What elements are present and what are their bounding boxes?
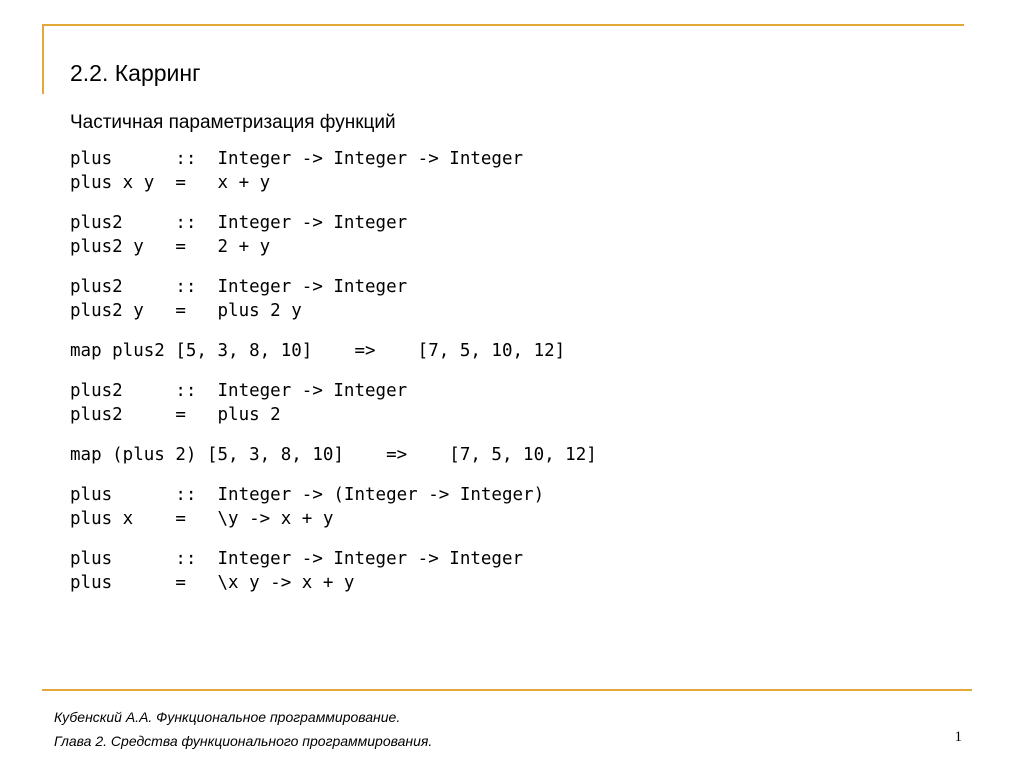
footer-rule: [42, 689, 972, 691]
slide-frame-top-rule: [42, 24, 964, 26]
code-line: plus2 :: Integer -> Integer: [70, 213, 408, 233]
code-block: [70, 547, 597, 595]
code-block: [70, 211, 597, 259]
code-block: [70, 379, 597, 427]
code-block: [70, 443, 597, 467]
code-block: [70, 339, 597, 363]
code-line: plus = \x y -> x + y: [70, 573, 355, 593]
code-line: plus x y = x + y: [70, 173, 271, 193]
slide-title: 2.2. Карринг: [70, 60, 201, 86]
code-line: map (plus 2) [5, 3, 8, 10] => [7, 5, 10, 12]: [70, 445, 597, 465]
footer-chapter: Глава 2. Средства функционального программирования.: [54, 733, 433, 749]
slide-subtitle: Частичная параметризация функций: [70, 112, 396, 133]
code-line: plus2 y = plus 2 y: [70, 301, 302, 321]
code-line: plus2 = plus 2: [70, 405, 281, 425]
code-line: plus x = \y -> x + y: [70, 509, 334, 529]
code-block: [70, 275, 597, 323]
slide-frame-left-rule: [42, 24, 44, 94]
code-line: plus :: Integer -> Integer -> Integer: [70, 549, 524, 569]
footer-author: Кубенский А.А. Функциональное программирование.: [54, 709, 401, 725]
code-line: plus2 y = 2 + y: [70, 237, 271, 257]
code-line: plus2 :: Integer -> Integer: [70, 277, 408, 297]
page-number: 1: [954, 729, 962, 745]
code-block: [70, 147, 597, 195]
code-area: [70, 147, 597, 611]
code-block: [70, 483, 597, 531]
code-line: plus :: Integer -> (Integer -> Integer): [70, 485, 545, 505]
code-line: plus2 :: Integer -> Integer: [70, 381, 408, 401]
code-line: plus :: Integer -> Integer -> Integer: [70, 149, 524, 169]
code-line: map plus2 [5, 3, 8, 10] => [7, 5, 10, 12]: [70, 341, 566, 361]
